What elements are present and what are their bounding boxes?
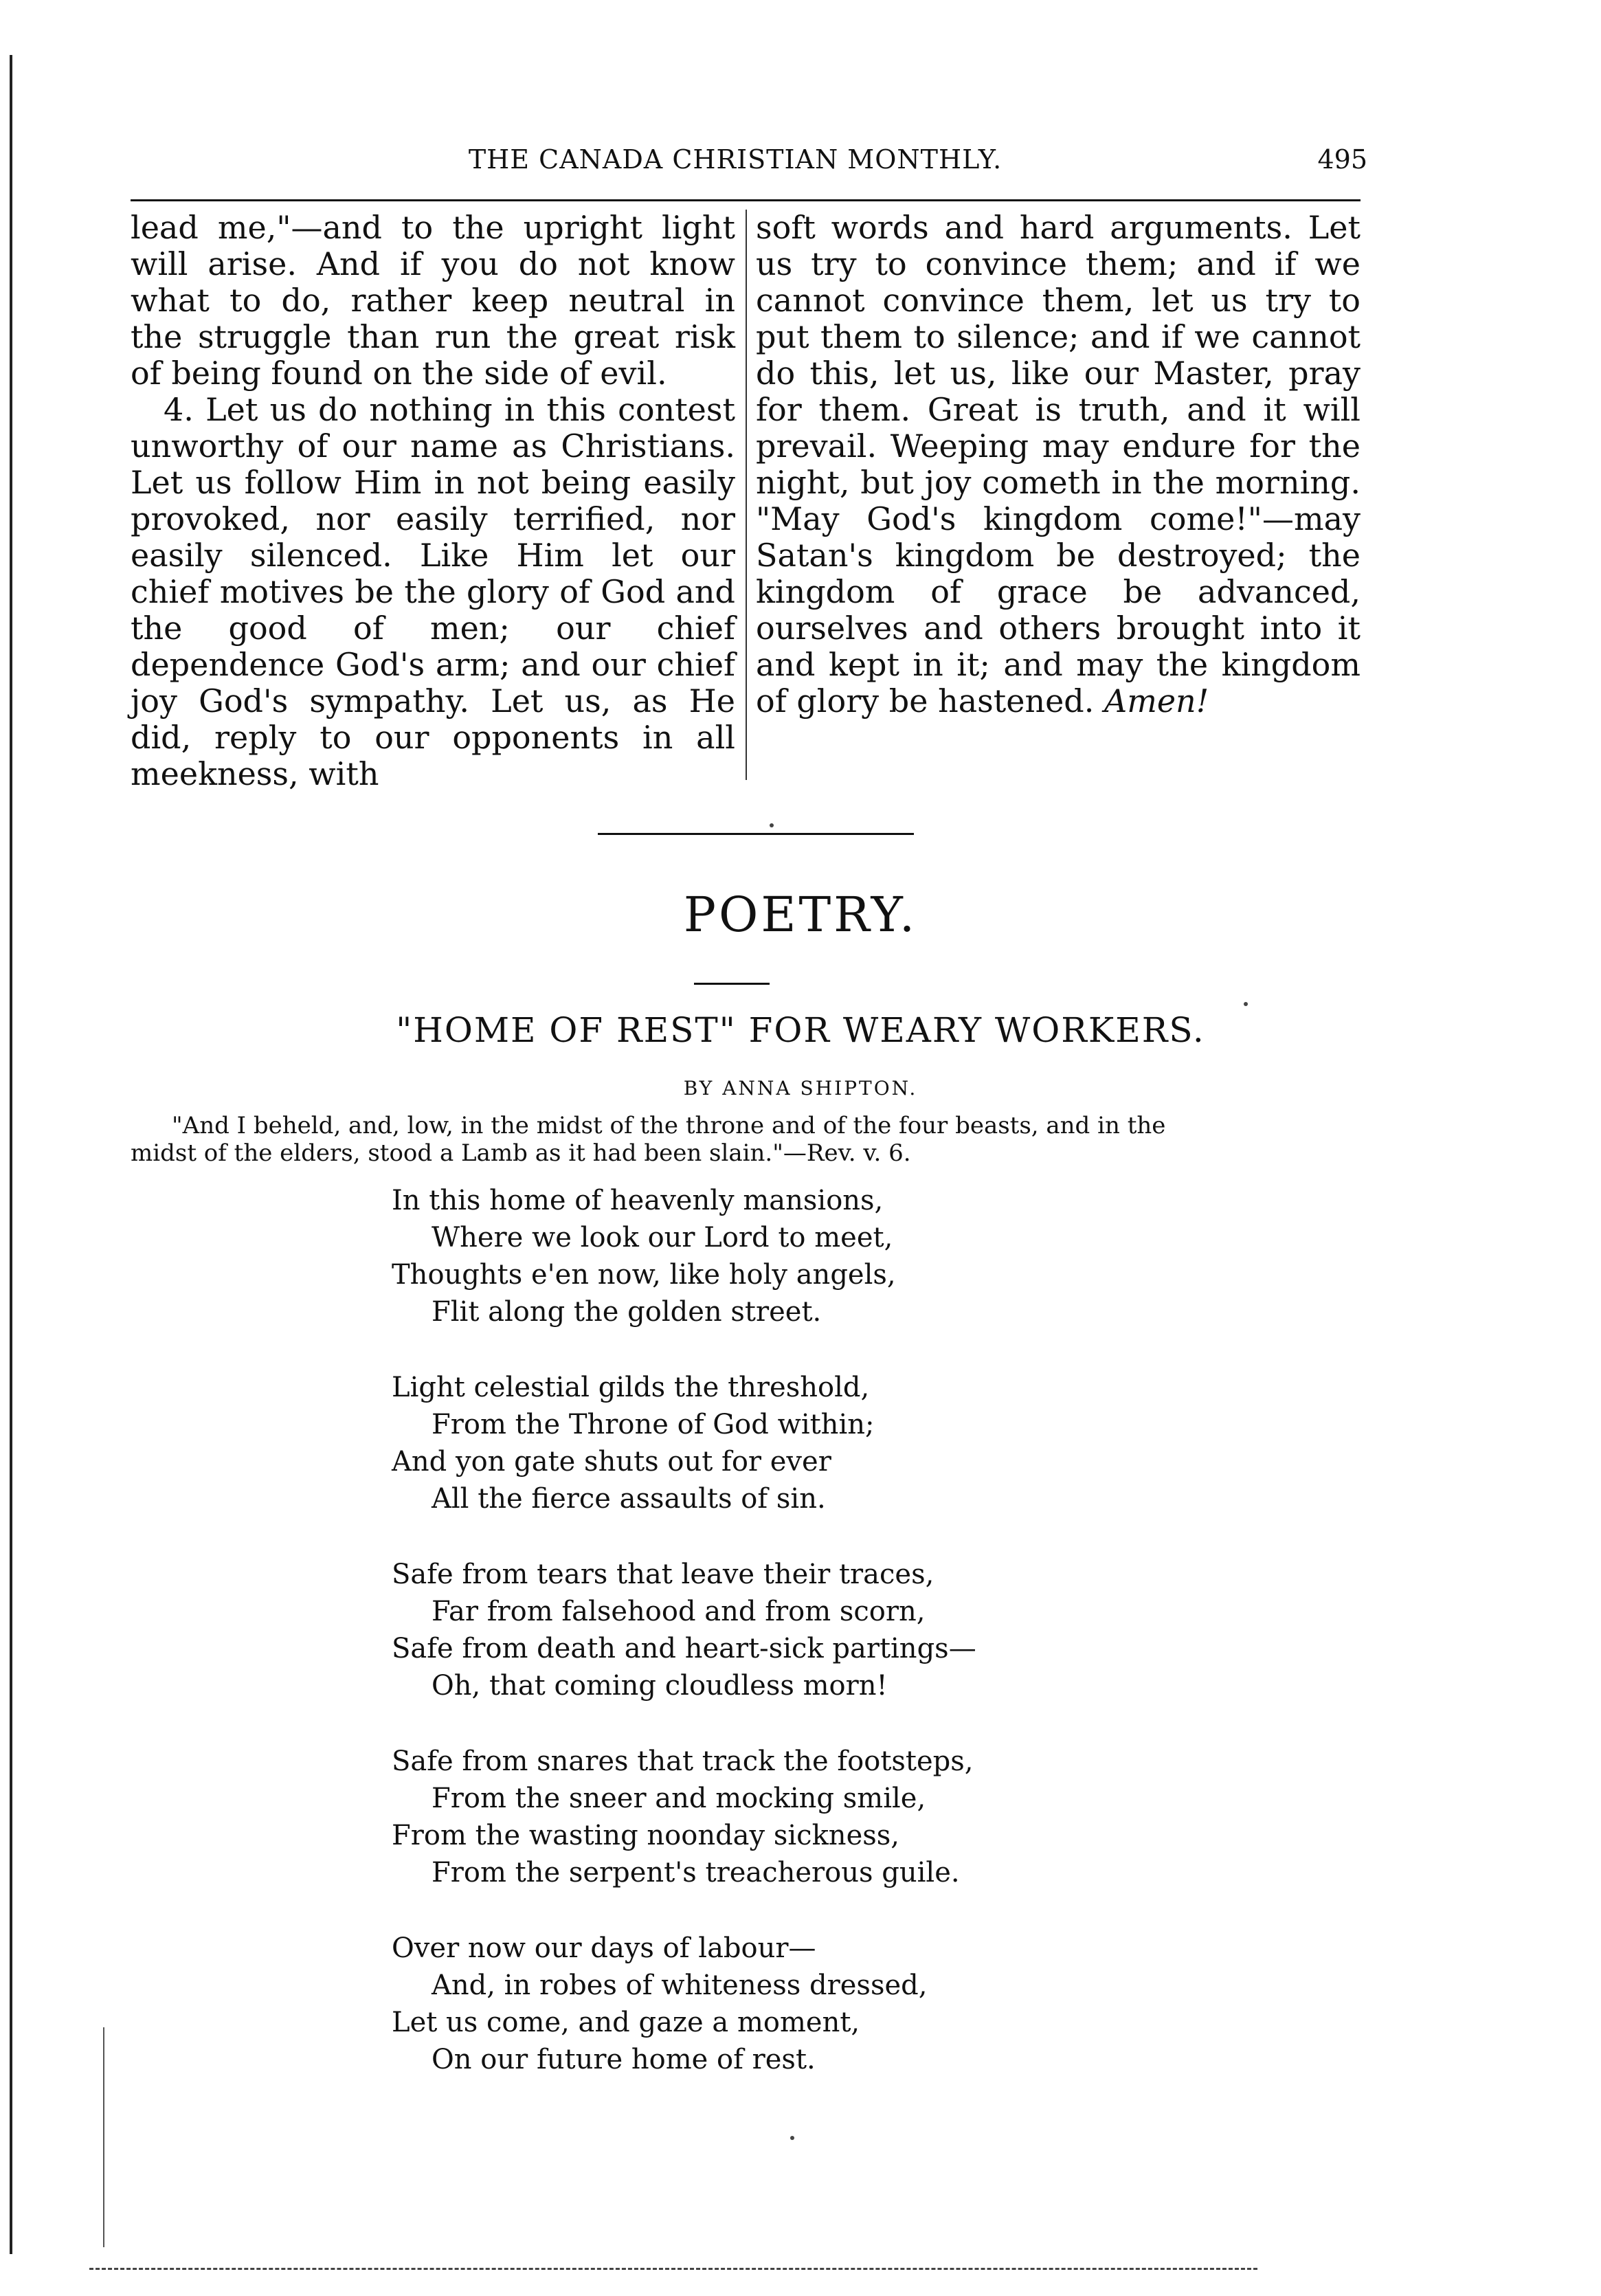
poem-title: "HOME OF REST" FOR WEARY WORKERS. [396,1010,1205,1050]
right-paragraph-1 [756,210,1361,720]
right-column [756,210,1361,720]
poem-line: Safe from death and heart-sick partings— [392,1633,976,1664]
header-rule [131,199,1361,201]
poem-byline: BY ANNA SHIPTON. [683,1077,918,1100]
amen-text: Amen! [1104,682,1209,720]
poem-line: Flit along the golden street. [432,1296,822,1328]
poem-line: All the fierce assaults of sin. [432,1483,826,1515]
poem-line: Far from falsehood and from scorn, [432,1596,926,1627]
poem-line: Safe from snares that track the footsteps, [392,1746,974,1777]
scan-bottom-edge [89,2268,1257,2270]
scan-edge-inner [103,2027,104,2247]
page-number: 495 [1317,144,1367,175]
poem-line: And, in robes of whiteness dressed, [432,1970,928,2001]
poem-line: Where we look our Lord to meet, [432,1222,893,1253]
stanza [392,1182,1147,1330]
left-paragraph-1: lead me,"—and to the upright light will arise. And if you do not know what to do, rather keep neutral in the struggle than run the great risk of being found on the side of evil. [131,209,735,392]
poem-line: From the serpent's treacherous guile. [432,1857,960,1888]
poem-line: From the Throne of God within; [432,1409,875,1440]
left-paragraph-2: 4. Let us do nothing in this contest unworthy of our name as Christians. Let us follow Him in not being easily provoked, nor easily terrified, nor easily silenced. Like Him let our chief motives be the glory of God and the good of men; our chief dependence God's arm; and our chief joy God's sympathy. Let us, as He did, reply to our opponents in all meekness, with [131,391,735,792]
section-title: POETRY. [683,887,918,943]
poem-line: Oh, that coming cloudless morn! [432,1670,888,1702]
scan-edge [10,55,12,2254]
stanza [392,1743,1147,1891]
poem-line: And yon gate shuts out for ever [392,1446,831,1478]
poem-body [392,1182,1147,2117]
running-header [103,144,1367,186]
right-paragraph-text: soft words and hard arguments. Let us try to convince them; and if we cannot convince them, let us try to put them to silence; and if we cannot do this, let us, like our Master, pray for them. Great is truth, and it will prevail. Weeping may endure for the night, but joy cometh in the morning. "May God's kingdom come!"—may Satan's kingdom be destroyed; the kingdom of grace be advanced, ourselves and others brought into it and kept in it; and may the kingdom of glory be hastened. [756,209,1361,720]
scan-speck [790,2136,794,2140]
epigraph-line-1: "And I beheld, and, low, in the midst of the throne and of the four beasts, and in the [172,1112,1166,1139]
column-divider [746,210,747,780]
poem-line: Thoughts e'en now, like holy angels, [392,1259,896,1291]
running-title: THE CANADA CHRISTIAN MONTHLY. [468,144,1003,175]
poem-line: Over now our days of labour— [392,1932,816,1964]
left-column [131,210,735,792]
scan-speck [770,823,774,827]
poem-line: Let us come, and gaze a moment, [392,2007,860,2038]
poem-line: From the wasting noonday sickness, [392,1820,900,1851]
scan-speck [1244,1002,1248,1006]
poem-line: In this home of heavenly mansions, [392,1185,884,1216]
stanza [392,1930,1147,2078]
epigraph-line-2: midst of the elders, stood a Lamb as it had been slain."—Rev. v. 6. [131,1139,911,1167]
section-separator [598,833,914,835]
poem-line: On our future home of rest. [432,2044,816,2075]
stanza [392,1369,1147,1517]
poem-epigraph [131,1112,1367,1167]
title-rule [694,983,770,985]
poem-line: Light celestial gilds the threshold, [392,1372,870,1403]
poem-line: From the sneer and mocking smile, [432,1783,926,1814]
stanza [392,1556,1147,1704]
poem-line: Safe from tears that leave their traces, [392,1559,934,1590]
